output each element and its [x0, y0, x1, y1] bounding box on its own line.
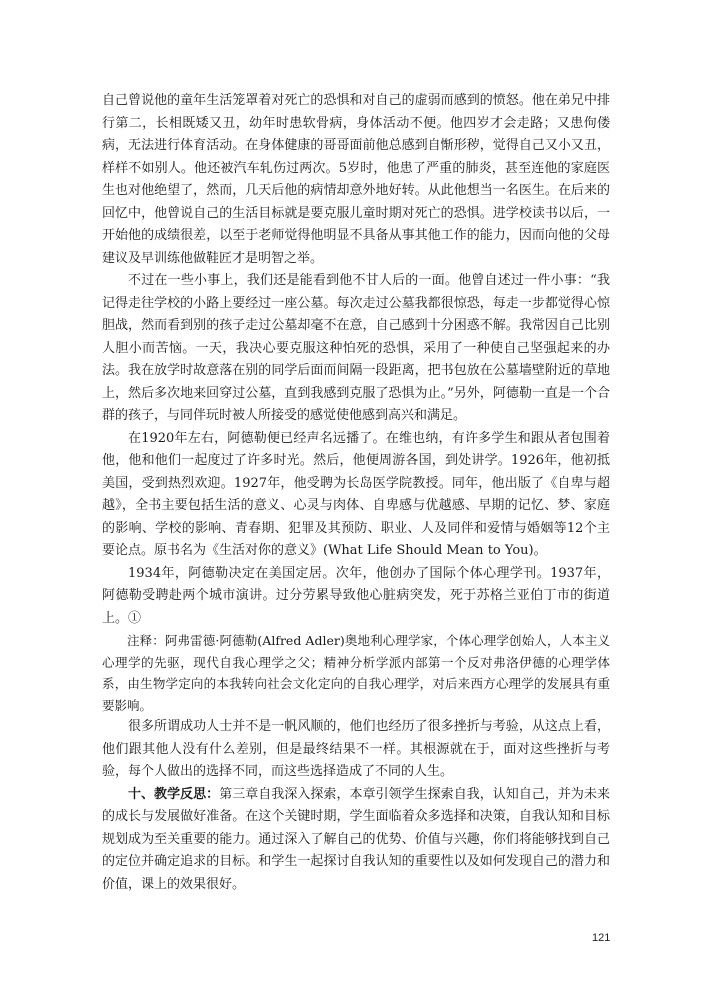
paragraph-success-choices: 很多所谓成功人士并不是一帆风顺的，他们也经历了很多挫折与考验，从这点上看，他们跟其他人没有什么差别，但是最终结果不一样。其根源就在于，面对这些挫折与考验，每个人做出的选择不同，而这些选择造成了不同的人生。: [102, 719, 610, 779]
paragraph-footnote: 注释：阿弗雷德·阿德勒(Alfred Adler)奥地利心理学家，个体心理学创始人，人本主义心理学的先驱，现代自我心理学之父；精神分析学派内部第一个反对弗洛伊德的心理学体系，由生物学定向的本我转向社会文化定向的自我心理学，对后来西方心理学的发展具有重要影响。: [102, 633, 610, 713]
document-body: [102, 90, 610, 896]
paragraph-fame-1920: 在1920年左右，阿德勒便已经声名远播了。在维也纳，有许多学生和跟从者包围着他，他和他们一起度过了许多时光。然后，他便周游各国，到处讲学。1926年，他初抵美国，受到热烈欢迎。1927年，他受聘为长岛医学院教授。同年，他出版了《自卑与超越》，全书主要包括生活的意义、心灵与肉体、自卑感与优越感、早期的记忆、梦、家庭的影响、学校的影响、青春期、犯罪及其预防、职业、人及同伴和爱情与婚姻等12个主要论点。原书名为《生活对你的意义》(What Life Should Mean to You)。: [102, 430, 610, 558]
reflection-body: 第三章自我深入探索，本章引领学生探索自我，认知自己，并为未来的成长与发展做好准备。在这个关键时期，学生面临着众多选择和决策，自我认知和目标规划成为至关重要的能力。通过深入了解自己的优势、价值与兴趣，你们将能够找到自己的定位并确定追求的目标。和学生一起探讨自我认知的重要性以及如何发现自己的潜力和价值，课上的效果很好。: [102, 786, 610, 892]
reflection-heading: 十、教学反思：: [128, 786, 220, 802]
paragraph-teaching-reflection: [102, 784, 610, 897]
page-number: 121: [592, 932, 611, 944]
paragraph-death-1937: 1934年，阿德勒决定在美国定居。次年，他创办了国际个体心理学刊。1937年，阿德勒受聘赴两个城市演讲。过分劳累导致他心脏病突发，死于苏格兰亚伯丁市的街道上。①: [102, 565, 610, 626]
paragraph-cemetery-story: 不过在一些小事上，我们还是能看到他不甘人后的一面。他曾自述过一件小事：“我记得走往学校的小路上要经过一座公墓。每次走过公墓我都很惊恐，每走一步都觉得心惊胆战，然而看到别的孩子走过公墓却毫不在意，自己感到十分困惑不解。我常因自己比别人胆小而苦恼。一天，我决心要克服这种怕死的恐惧，采用了一种使自己坚强起来的办法。我在放学时故意落在别的同学后面而间隔一段距离，把书包放在公墓墙壁附近的草地上，然后多次地来回穿过公墓，直到我感到克服了恐惧为止。”另外，阿德勒一直是一个合群的孩子，与同伴玩时被人所接受的感觉使他感到高兴和满足。: [102, 273, 610, 423]
paragraph-childhood: 自己曾说他的童年生活笼罩着对死亡的恐惧和对自己的虚弱而感到的愤怒。他在弟兄中排行第二，长相既矮又丑，幼年时患软骨病，身体活动不便。他四岁才会走路；又患佝偻病，无法进行体育活动。在身体健康的哥哥面前他总感到自惭形秽，觉得自己又小又丑，样样不如别人。他还被汽车轧伤过两次。5岁时，他患了严重的肺炎，甚至连他的家庭医生也对他绝望了，然而，几天后他的病情却意外地好转。从此他想当一名医生。在后来的回忆中，他曾说自己的生活目标就是要克服儿童时期对死亡的恐惧。进学校读书以后，一开始他的成绩很差，以至于老师觉得他明显不具备从事其他工作的能力，因而向他的父母建议及早训练他做鞋匠才是明智之举。: [102, 93, 610, 266]
